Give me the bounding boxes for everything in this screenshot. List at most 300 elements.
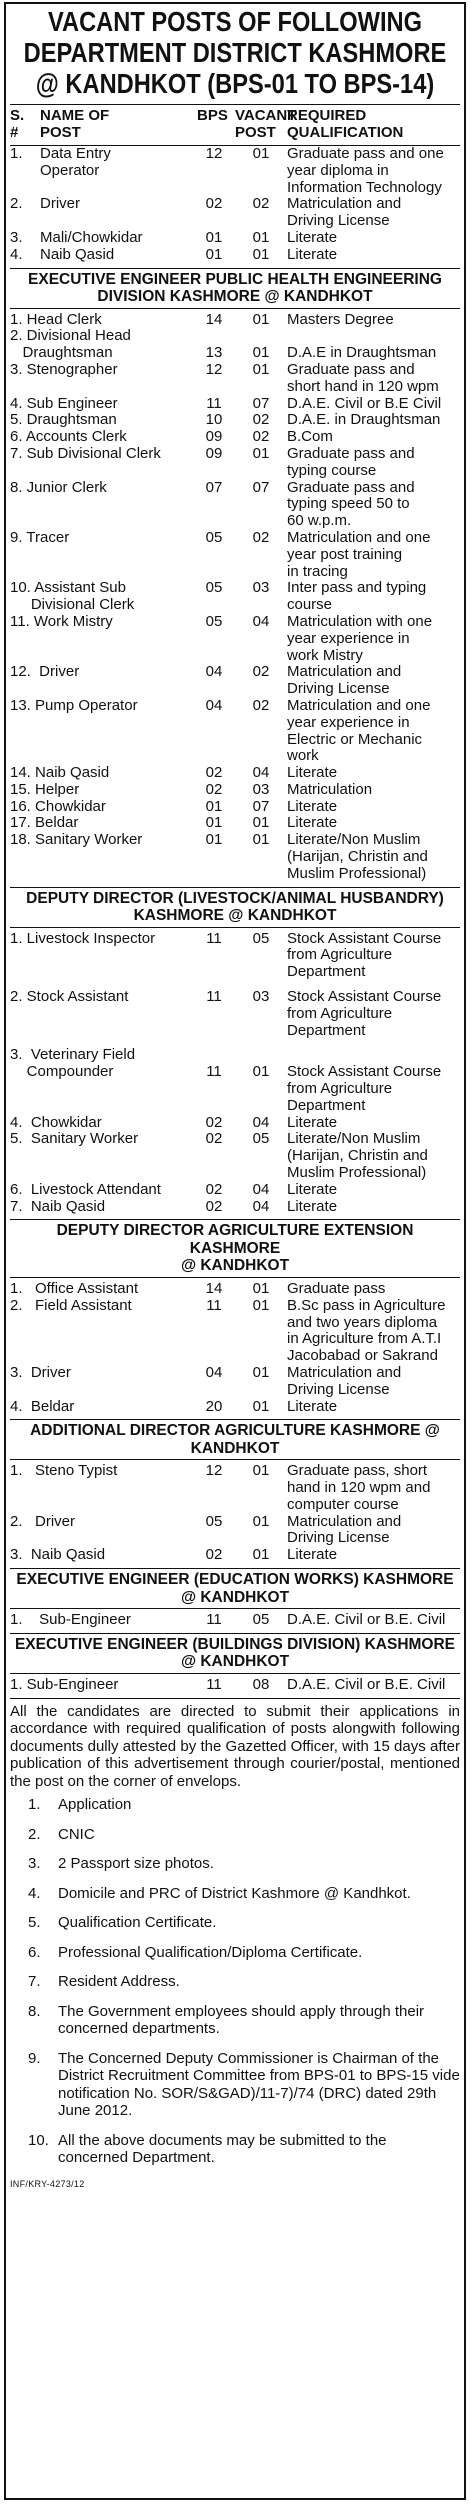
cell-line: 60 w.p.m. [287, 512, 352, 530]
cell-line: Graduate pass [287, 1279, 386, 1297]
cell-value: 02 [205, 1197, 223, 1215]
row-qualification [287, 1047, 460, 1114]
cell-value: 12 [205, 360, 223, 378]
cell-line: 1. Sub-Engineer [10, 1611, 131, 1629]
row-post-name [10, 328, 193, 362]
cell-line: Matriculation with one [287, 612, 433, 630]
table-row [10, 1131, 460, 1181]
row-post-name [10, 1463, 193, 1513]
row-bps [193, 815, 235, 832]
cell-line: Literate [287, 245, 338, 263]
row-qualification [287, 782, 460, 799]
table-row [10, 1463, 460, 1513]
row-qualification [287, 146, 460, 196]
row-vacant [235, 799, 287, 816]
cell-line: D.A.E. Civil or B.E. Civil [287, 1611, 446, 1629]
row-vacant [235, 1365, 287, 1399]
cell-value: 11 [206, 988, 222, 1006]
document-item [10, 1855, 460, 1873]
row-post-name [10, 989, 193, 1039]
cell-line: 9. Tracer [10, 528, 70, 546]
cell-value: 01 [252, 444, 270, 462]
cell-value: 01 [252, 1462, 270, 1480]
cell-line: work Mistry [287, 646, 363, 664]
document-number: 6. [28, 1943, 41, 1961]
row-qualification [287, 230, 460, 247]
row-bps [193, 312, 235, 329]
cell-line: 2. Field Assistant [10, 1296, 132, 1314]
document-number: 4. [28, 1884, 41, 1902]
cell-line: Operator [40, 161, 100, 179]
row-bps [193, 1399, 235, 1416]
row-post-name [10, 1047, 193, 1114]
section-title-line: @ KANDHKOT [180, 1588, 290, 1606]
cell-value: 02 [205, 1546, 223, 1564]
cell-line: Literate [287, 764, 338, 782]
cell-line: computer course [287, 1495, 399, 1513]
row-vacant [235, 1131, 287, 1181]
row-bps [193, 799, 235, 816]
row-post-name [10, 312, 193, 329]
row-vacant [235, 480, 287, 530]
sections [10, 146, 460, 1694]
document-text: Resident Address. [58, 1973, 180, 1991]
cell-value: 01 [252, 145, 270, 162]
cell-line: Matriculation [287, 780, 373, 798]
cell-line: 1. Steno Typist [10, 1462, 118, 1480]
table-row [10, 146, 460, 196]
row-bps [193, 429, 235, 446]
cell-line: 1. Head Clerk [10, 310, 102, 328]
cell-line: Driving License [287, 1529, 390, 1547]
document-number: 7. [28, 1973, 41, 1991]
spacer [235, 328, 287, 345]
section-title-line: DEPUTY DIRECTOR AGRICULTURE EXTENSION KASHMORE [56, 1222, 414, 1257]
row-post-name [10, 1547, 193, 1564]
cell-value: 05 [205, 528, 223, 546]
row-bps [193, 931, 235, 981]
row-bps [193, 1514, 235, 1548]
row-qualification [287, 1298, 460, 1365]
cell-line: Inter pass and typing [287, 579, 427, 597]
row-qualification [287, 247, 460, 264]
header-bps: BPS [197, 107, 228, 124]
cell-value: 02 [205, 1113, 223, 1131]
row-post-name [10, 1199, 193, 1216]
table-row [10, 799, 460, 816]
cell-value: 01 [252, 310, 270, 328]
section-title-line: DEPUTY DIRECTOR (LIVESTOCK/ANIMAL HUSBANDRY) [26, 889, 444, 907]
cell-value: 04 [252, 1180, 270, 1198]
row-post-name [10, 1298, 193, 1365]
row-qualification [287, 1612, 460, 1629]
row-serial: 1. [10, 145, 23, 162]
row-serial: 2. [10, 195, 23, 213]
document-number: 9. [28, 2049, 41, 2067]
cell-value: 09 [205, 428, 223, 446]
title-line: DEPARTMENT DISTRICT KASHMORE [23, 37, 447, 68]
cell-line: hand in 120 wpm and [287, 1479, 431, 1497]
table-row [10, 429, 460, 446]
document-text: Qualification Certificate. [58, 1914, 217, 1932]
table-row [10, 1677, 460, 1694]
row-vacant [235, 765, 287, 782]
cell-value: 02 [252, 411, 270, 429]
cell-line: D.A.E. in Draughtsman [287, 411, 441, 429]
cell-line [287, 328, 460, 345]
documents-list [10, 1796, 460, 2167]
cell-line: Stock Assistant Course [287, 988, 442, 1006]
section-title-line: EXECUTIVE ENGINEER PUBLIC HEALTH ENGINEERING [28, 270, 442, 288]
document-text: 2 Passport size photos. [58, 1855, 214, 1873]
row-bps [193, 396, 235, 413]
table-row [10, 196, 460, 230]
row-bps [193, 196, 235, 230]
cell-value: 01 [252, 1397, 270, 1415]
cell-line: year experience in [287, 713, 410, 731]
row-bps [193, 1199, 235, 1216]
cell-value: 01 [252, 360, 270, 378]
row-qualification [287, 480, 460, 530]
instructions-note: All the candidates are directed to submit their applications in accordance with required qualification of posts alongwith following documents dully attested by the Gazetted Officer, with 15 days after publication of this advertisement through courier/postal, mentioned the post on the corner of envelops. [10, 1698, 460, 1791]
cell-value: 01 [205, 814, 223, 832]
row-bps [193, 530, 235, 580]
spacer [193, 1047, 235, 1064]
document-item [10, 1914, 460, 1932]
cell-value: 02 [252, 663, 270, 681]
table-row [10, 1612, 460, 1629]
row-bps [193, 1365, 235, 1399]
cell-line: Driving License [287, 212, 390, 230]
cell-value: 11 [206, 394, 222, 412]
cell-value: 12 [205, 145, 223, 162]
cell-value: 01 [205, 831, 223, 849]
cell-value: 03 [252, 579, 270, 597]
cell-line: Matriculation and [287, 195, 402, 213]
header-post-name: NAME OF POST [40, 107, 110, 141]
row-vacant [235, 1399, 287, 1416]
row-vacant [235, 931, 287, 981]
row-qualification [287, 429, 460, 446]
document-item [10, 1944, 460, 1962]
cell-line: 1. Office Assistant [10, 1279, 139, 1297]
cell-value: 01 [252, 1363, 270, 1381]
cell-line: Driving License [287, 680, 390, 698]
table-row [10, 230, 460, 247]
spacer [235, 1047, 287, 1064]
row-post-name [10, 530, 193, 580]
row-bps [193, 230, 235, 247]
row-qualification [287, 412, 460, 429]
cell-line: Electric or Mechanic [287, 730, 423, 748]
cell-line: Literate [287, 228, 338, 246]
cell-line: Department [287, 1021, 366, 1039]
cell-line: typing speed 50 to [287, 495, 410, 513]
row-qualification [287, 614, 460, 664]
row-post-name [10, 614, 193, 664]
section-title-line: @ KANDHKOT [180, 1257, 290, 1275]
row-vacant [235, 312, 287, 329]
table-row [10, 396, 460, 413]
cell-value: 05 [252, 929, 270, 947]
section-title [10, 1568, 460, 1609]
row-qualification [287, 1547, 460, 1564]
row-bps [193, 664, 235, 698]
cell-line: Literate/Non Muslim [287, 831, 421, 849]
row-qualification [287, 580, 460, 614]
row-qualification [287, 1199, 460, 1216]
cell-value: 01 [252, 1279, 270, 1297]
cell-line: from Agriculture [287, 1080, 393, 1098]
cell-value: 11 [206, 1063, 222, 1081]
cell-value: 04 [205, 663, 223, 681]
row-vacant [235, 580, 287, 614]
row-qualification [287, 664, 460, 698]
row-post-name [10, 664, 193, 698]
document-text: CNIC [58, 1825, 95, 1843]
cell-value: 01 [252, 1546, 270, 1564]
row-bps [193, 765, 235, 782]
row-qualification [287, 1463, 460, 1513]
row-post-name [10, 765, 193, 782]
cell-line: Literate [287, 1113, 338, 1131]
cell-line: Stock Assistant Course [287, 929, 442, 947]
section-title [10, 1219, 460, 1278]
cell-value: 04 [205, 696, 223, 714]
document-item [10, 1796, 460, 1814]
table-row [10, 931, 460, 981]
document-text: Professional Qualification/Diploma Certificate. [58, 1943, 363, 1961]
row-qualification [287, 698, 460, 765]
cell-line: D.A.E. Civil or B.E Civil [287, 394, 442, 412]
cell-value: 05 [205, 612, 223, 630]
row-bps [193, 832, 235, 882]
section-title-line: DIVISION KASHMORE @ KANDHKOT [97, 288, 373, 306]
row-vacant [235, 196, 287, 230]
cell-value: 07 [252, 797, 270, 815]
cell-line: 5. Sanitary Worker [10, 1130, 139, 1148]
table-row [10, 815, 460, 832]
cell-line: 4. Beldar [10, 1397, 75, 1415]
cell-line: 6. Accounts Clerk [10, 428, 127, 446]
table-row [10, 1047, 460, 1114]
document-number: 3. [28, 1855, 41, 1873]
row-post-name [10, 1612, 193, 1629]
cell-line: course [287, 596, 333, 614]
row-vacant [235, 1047, 287, 1114]
table-row [10, 1115, 460, 1132]
main-title [11, 4, 460, 104]
table-row [10, 362, 460, 396]
section-title-line: KANDHKOT [190, 1439, 280, 1457]
row-post-name [10, 580, 193, 614]
cell-value: 01 [252, 1296, 270, 1314]
cell-line: year experience in [287, 629, 410, 647]
row-qualification [287, 1677, 460, 1694]
cell-line: Muslim Professional) [287, 1164, 427, 1182]
table-row [10, 664, 460, 698]
table-row [10, 765, 460, 782]
cell-value: 04 [252, 764, 270, 782]
row-qualification [287, 989, 460, 1039]
cell-line: Graduate pass, short [287, 1462, 428, 1480]
row-qualification [287, 1399, 460, 1416]
cell-line: work [287, 747, 319, 765]
row-qualification [287, 1182, 460, 1199]
cell-value: 01 [252, 245, 270, 263]
cell-line: Matriculation and [287, 1363, 402, 1381]
row-bps [193, 989, 235, 1039]
row-post-name [10, 931, 193, 981]
row-serial: 3. [10, 228, 23, 246]
section-title-line: EXECUTIVE ENGINEER (EDUCATION WORKS) KASHMORE [16, 1571, 454, 1589]
row-post-name [10, 446, 193, 480]
cell-value: 02 [252, 528, 270, 546]
table-row [10, 614, 460, 664]
row-bps [193, 1115, 235, 1132]
cell-line: 2. Divisional Head [10, 327, 131, 345]
row-post-name [40, 146, 193, 196]
table-row [10, 530, 460, 580]
table-row [10, 328, 460, 362]
section-title-line: @ KANDHKOT [180, 1653, 290, 1671]
row-post-name [10, 1281, 193, 1298]
section-title [10, 1419, 460, 1460]
title-line: @ KANDHKOT (BPS-01 TO BPS-14) [35, 68, 435, 99]
document-number: 1. [28, 1796, 41, 1814]
row-vacant [235, 396, 287, 413]
row-vacant [235, 230, 287, 247]
row-post-name [10, 1677, 193, 1694]
table-row [10, 1182, 460, 1199]
cell-value: 13 [205, 344, 223, 362]
row-qualification [287, 362, 460, 396]
cell-line: Graduate pass and [287, 360, 415, 378]
row-vacant [235, 782, 287, 799]
cell-value: 11 [206, 929, 222, 947]
cell-value: 02 [205, 1130, 223, 1148]
cell-value: 05 [252, 1130, 270, 1148]
row-vacant [235, 1547, 287, 1564]
table-header [10, 104, 460, 146]
document-number: 8. [28, 2002, 41, 2020]
row-bps [193, 1547, 235, 1564]
row-vacant [235, 1182, 287, 1199]
row-post-name [10, 799, 193, 816]
row-bps [193, 1612, 235, 1629]
row-vacant [235, 1677, 287, 1694]
document-number: 5. [28, 1914, 41, 1932]
row-vacant [235, 1115, 287, 1132]
cell-value: 01 [205, 797, 223, 815]
row-bps [193, 1047, 235, 1114]
cell-line: Graduate pass and one [287, 145, 444, 162]
row-bps [193, 480, 235, 530]
row-bps [193, 247, 235, 264]
row-vacant [235, 664, 287, 698]
cell-value: 05 [205, 579, 223, 597]
row-post-name [40, 247, 193, 264]
cell-value: 09 [205, 444, 223, 462]
row-bps [193, 328, 235, 362]
row-vacant [235, 1298, 287, 1365]
row-vacant [235, 1281, 287, 1298]
spacer [193, 328, 235, 345]
cell-value: 04 [252, 612, 270, 630]
cell-line: 12. Driver [10, 663, 80, 681]
cell-line: 15. Helper [10, 780, 80, 798]
cell-line: Literate [287, 1197, 338, 1215]
cell-value: 01 [252, 228, 270, 246]
cell-line: Literate [287, 1546, 338, 1564]
cell-value: 07 [205, 478, 223, 496]
table-row [10, 782, 460, 799]
row-qualification [287, 1281, 460, 1298]
row-vacant [235, 1199, 287, 1216]
row-post-name [10, 832, 193, 882]
row-qualification [287, 1115, 460, 1132]
document-text: The Concerned Deputy Commissioner is Chairman of the District Recruitment Committee from BPS-01 to BPS-15 vide notification No. SOR/S&GAD)/11-7)/74 (DRC) dated 29th June 2012. [58, 2049, 460, 2120]
row-bps [193, 580, 235, 614]
reference-number: INF/KRY-4273/12 [10, 2178, 85, 2189]
cell-value: 01 [252, 1512, 270, 1530]
row-qualification [287, 832, 460, 882]
table-row [10, 1298, 460, 1365]
table-row [10, 247, 460, 264]
cell-line: Information Technology [287, 178, 442, 196]
row-qualification [287, 799, 460, 816]
cell-value: 02 [205, 1180, 223, 1198]
row-vacant [235, 530, 287, 580]
row-vacant [235, 989, 287, 1039]
cell-line: Graduate pass and [287, 444, 415, 462]
table-row [10, 446, 460, 480]
cell-line: (Harijan, Christin and [287, 848, 428, 866]
cell-line: in Agriculture from A.T.I [287, 1330, 442, 1348]
cell-value: 11 [206, 1675, 222, 1693]
cell-value: 08 [252, 1675, 270, 1693]
cell-line: short hand in 120 wpm [287, 377, 439, 395]
cell-line: D.A.E. Civil or B.E. Civil [287, 1675, 446, 1693]
row-bps [193, 1131, 235, 1181]
cell-line: Masters Degree [287, 310, 394, 328]
row-bps [193, 1281, 235, 1298]
cell-line: Literate [287, 814, 338, 832]
cell-value: 01 [252, 1063, 270, 1081]
cell-line: 14. Naib Qasid [10, 764, 110, 782]
cell-line: 18. Sanitary Worker [10, 831, 143, 849]
row-vacant [235, 614, 287, 664]
cell-line: 2. Driver [10, 1512, 76, 1530]
row-post-name [10, 1365, 193, 1399]
cell-line: year post training [287, 545, 403, 563]
row-vacant [235, 1463, 287, 1513]
cell-line: in tracing [287, 562, 348, 580]
cell-line: Literate [287, 1397, 338, 1415]
document-number: 2. [28, 1825, 41, 1843]
document-text: The Government employees should apply through their concerned departments. [58, 2002, 425, 2038]
row-post-name [10, 1131, 193, 1181]
row-bps [193, 146, 235, 196]
cell-value: 07 [252, 478, 270, 496]
cell-value: 11 [206, 1611, 222, 1629]
row-qualification [287, 815, 460, 832]
cell-line: 3. Stenographer [10, 360, 118, 378]
header-vacant: VACANT POST [235, 107, 297, 141]
section-title-line: EXECUTIVE ENGINEER (BUILDINGS DIVISION) KASHMORE [14, 1635, 456, 1653]
cell-line: (Harijan, Christin and [287, 1147, 428, 1165]
cell-value: 05 [252, 1611, 270, 1629]
